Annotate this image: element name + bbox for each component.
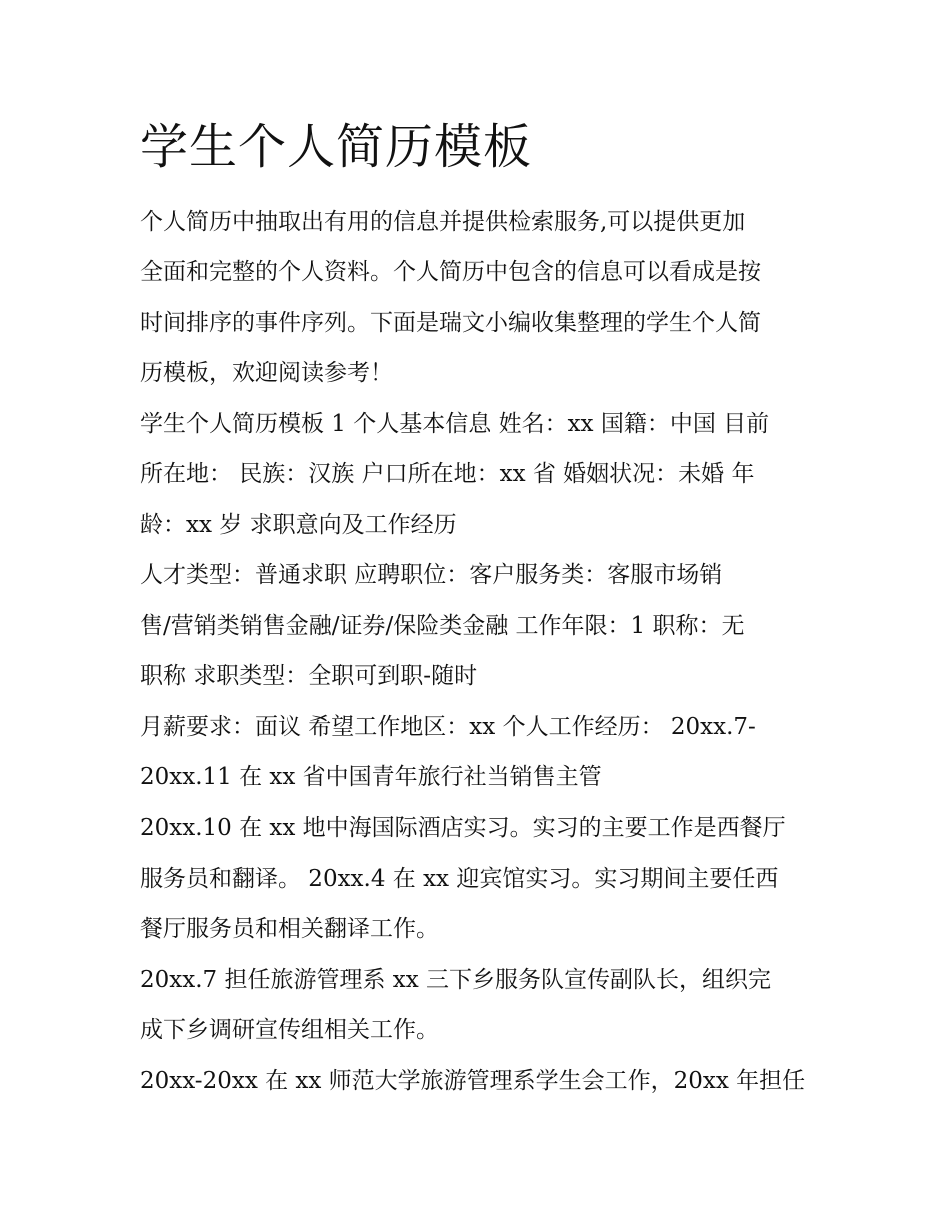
body-line: 龄：xx 岁 求职意向及工作经历 (140, 512, 457, 538)
body-line: 人才类型：普通求职 应聘职位：客户服务类：客服市场销 (140, 562, 723, 588)
body-line: 20xx-20xx 在 xx 师范大学旅游管理系学生会工作，20xx 年担任 (140, 1068, 806, 1094)
body-line: 20xx.11 在 xx 省中国青年旅行社当销售主管 (140, 764, 602, 790)
body-line: 服务员和翻译。 20xx.4 在 xx 迎宾馆实习。实习期间主要任西 (140, 866, 779, 892)
body-line: 个人简历中抽取出有用的信息并提供检索服务,可以提供更加 (140, 209, 746, 235)
body-line: 20xx.10 在 xx 地中海国际酒店实习。实习的主要工作是西餐厅 (140, 815, 786, 841)
body-line: 职称 求职类型：全职可到职-随时 (140, 663, 478, 689)
document-title: 学生个人简历模板 (140, 119, 533, 175)
body-line: 餐厅服务员和相关翻译工作。 (140, 916, 439, 942)
body-line: 月薪要求：面议 希望工作地区：xx 个人工作经历： 20xx.7- (140, 714, 756, 740)
body-line: 20xx.7 担任旅游管理系 xx 三下乡服务队宣传副队长，组织完 (140, 967, 772, 993)
body-line: 所在地： 民族：汉族 户口所在地：xx 省 婚姻状况：未婚 年 (140, 461, 755, 487)
body-line: 时间排序的事件序列。下面是瑞文小编收集整理的学生个人简 (140, 310, 761, 336)
body-line: 售/营销类销售金融/证券/保险类金融 工作年限：1 职称：无 (140, 613, 745, 639)
body-line: 学生个人简历模板 1 个人基本信息 姓名：xx 国籍：中国 目前 (140, 411, 770, 437)
body-line: 历模板，欢迎阅读参考！ (140, 360, 393, 386)
body-line: 成下乡调研宣传组相关工作。 (140, 1017, 439, 1043)
body-line: 全面和完整的个人资料。个人简历中包含的信息可以看成是按 (140, 259, 761, 285)
